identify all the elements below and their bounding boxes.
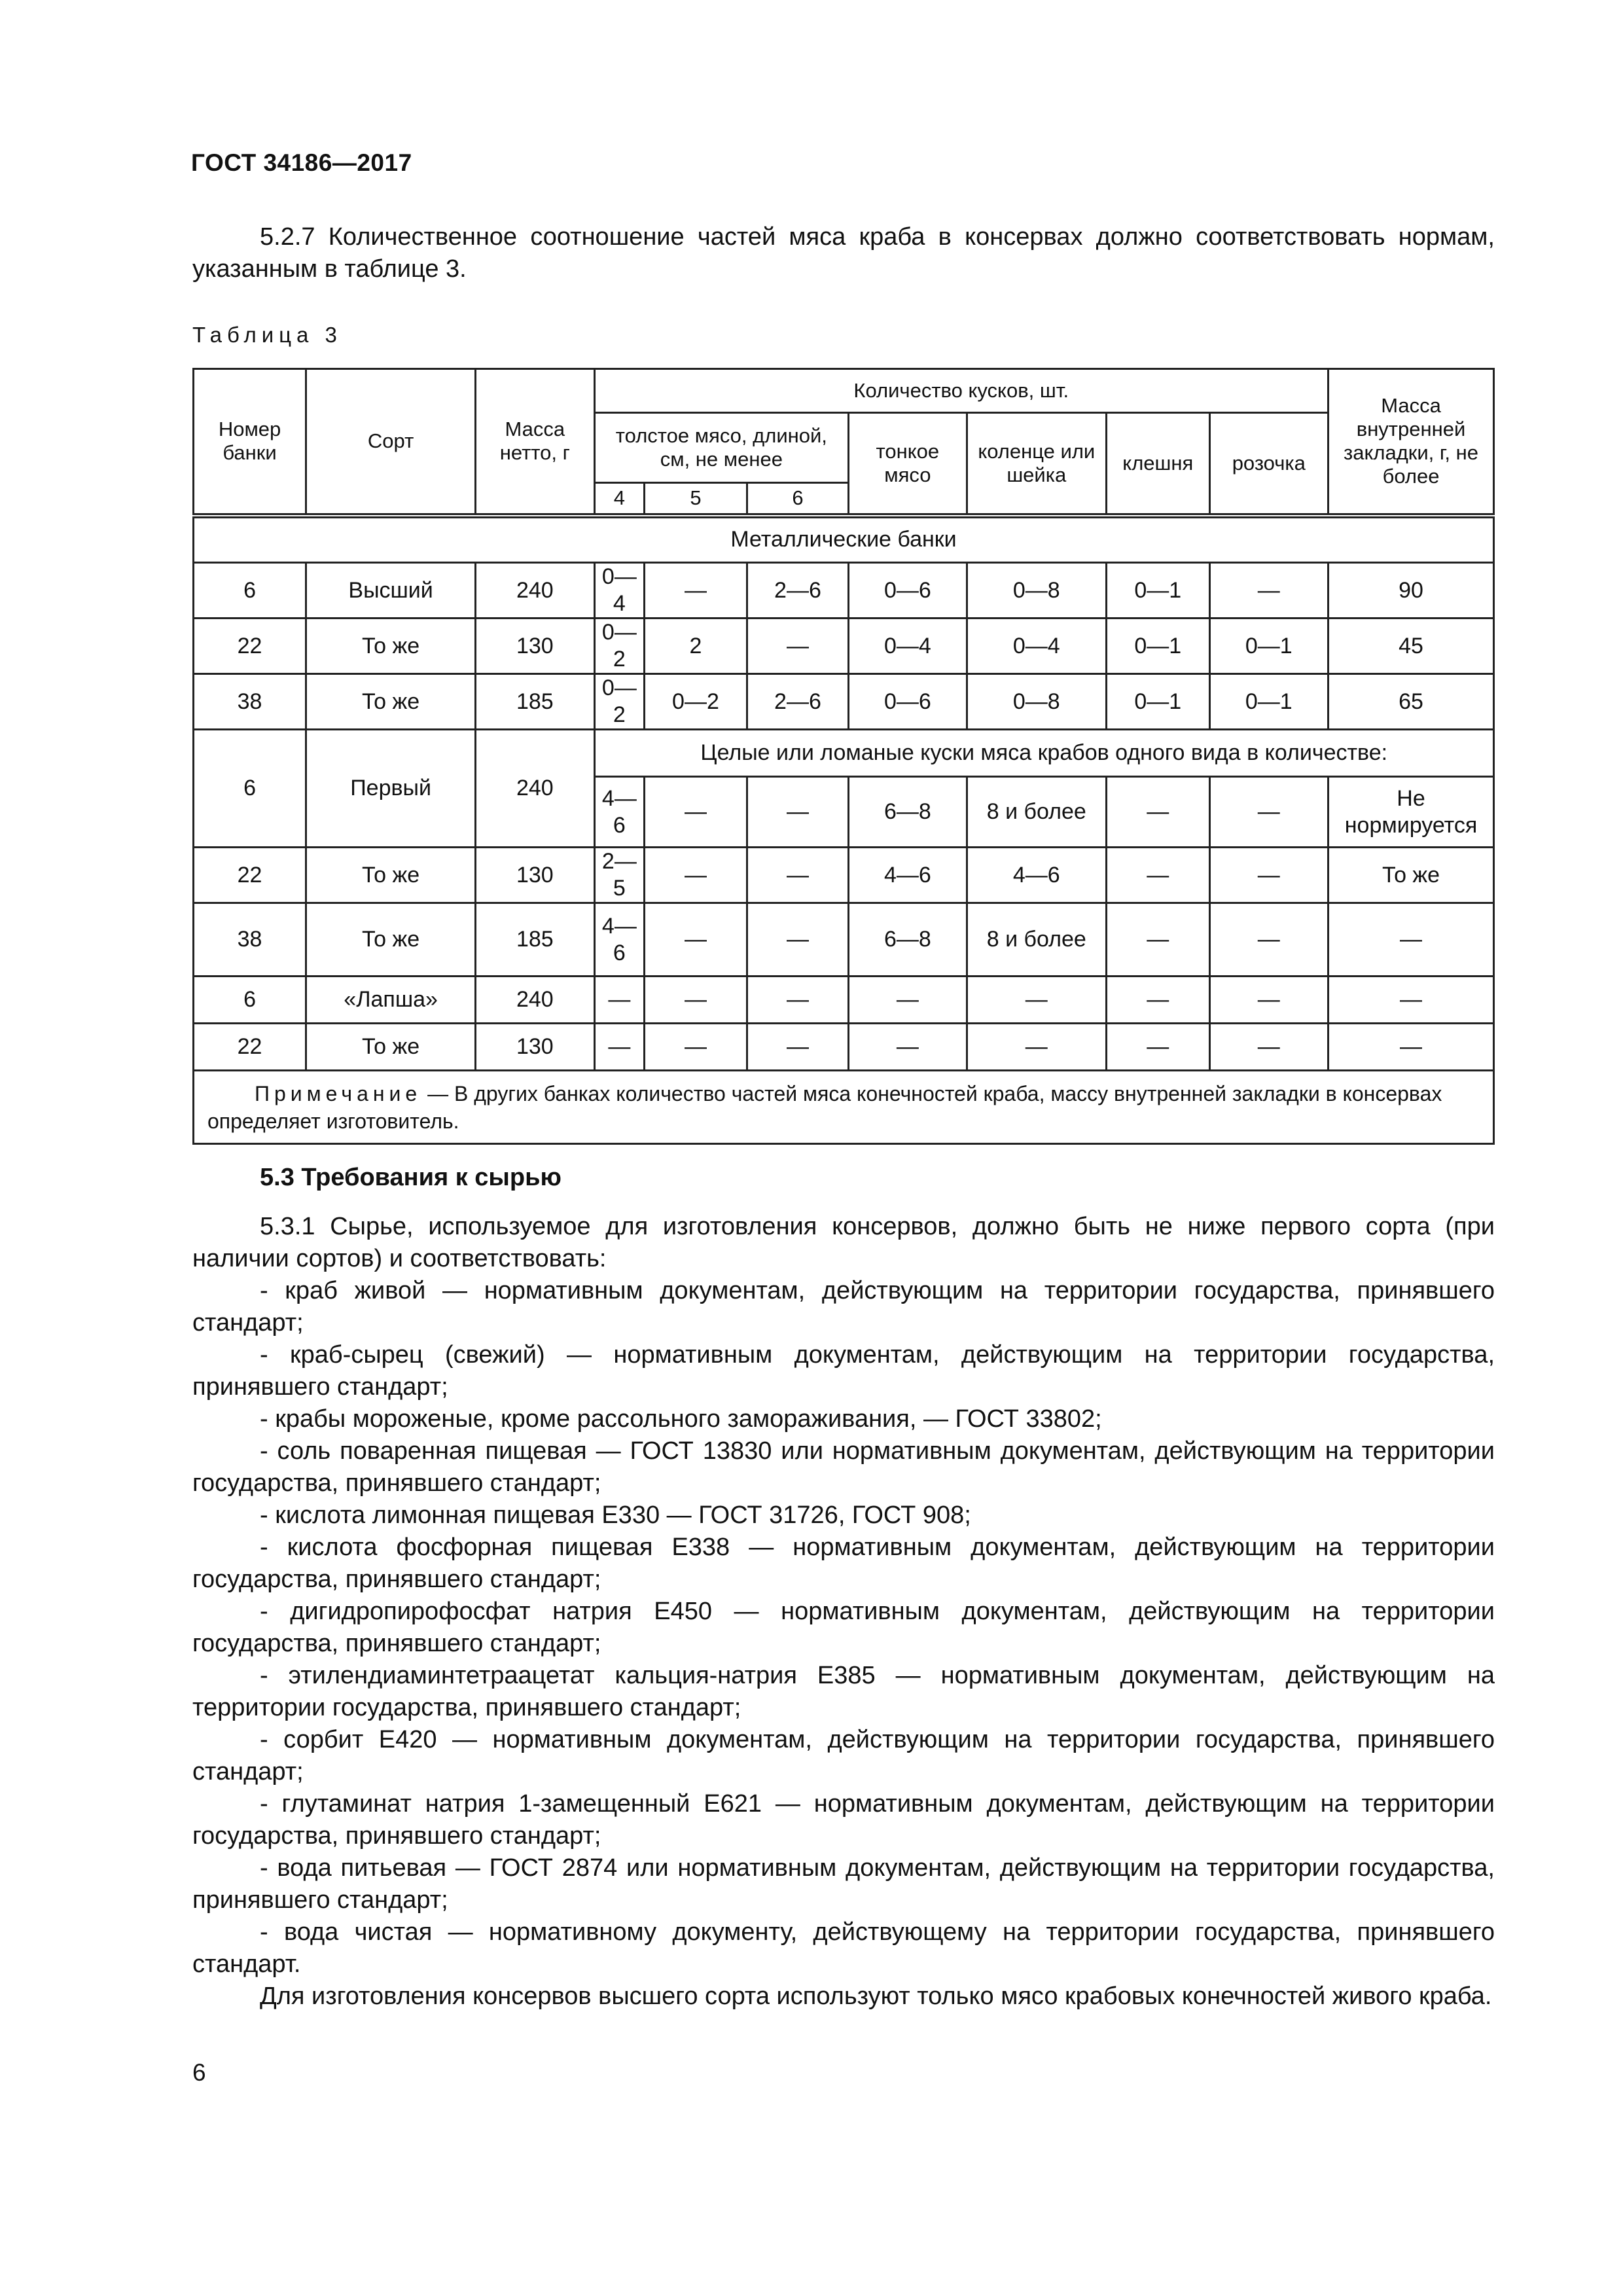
table-note — [194, 1071, 1494, 1144]
first-grade-span-text: Целые или ломаные куски мяса крабов одного вида в количестве: — [594, 730, 1493, 777]
section-paragraph: 5.3.1 Сырье, используемое для изготовления консервов, должно быть не ниже первого сорта (при наличии сортов) и соответствовать: — [192, 1213, 1495, 1272]
list-item: - кислота лимонная пищевая Е330 — ГОСТ 31726, ГОСТ 908; — [260, 1501, 971, 1529]
table-row: 6 Высший 240 0—4 — 2—6 0—6 0—8 0—1 — 90 — [194, 563, 1494, 619]
list-item: - краб живой — нормативным документам, действующим на территории государства, принявшего стандарт; — [192, 1277, 1495, 1336]
list-item: - крабы мороженые, кроме рассольного замораживания, — ГОСТ 33802; — [260, 1405, 1102, 1433]
first-grade-can: 6 — [194, 730, 306, 848]
table-row: 22 То же 130 2—5 — — 4—6 4—6 — — То же — [194, 848, 1494, 903]
header-inner-filling: Масса внутренней закладки, г, не более — [1329, 369, 1494, 516]
page-number: 6 — [192, 2059, 206, 2086]
requirements-list — [192, 1211, 1495, 2013]
header-thick-6: 6 — [747, 483, 848, 516]
list-item: - соль поваренная пищевая — ГОСТ 13830 или нормативным документам, действующим на территории государства, принявшего стандарт; — [192, 1437, 1495, 1497]
list-item: - глутаминат натрия 1-замещенный Е621 — нормативным документам, действующим на территории государства, принявшего стандарт; — [192, 1790, 1495, 1850]
list-item: - сорбит Е420 — нормативным документам, действующим на территории государства, принявшего стандарт; — [192, 1726, 1495, 1785]
header-thick-meat: толстое мясо, длиной, см, не менее — [594, 413, 849, 483]
note-label: Примечание — [255, 1081, 422, 1105]
table-row: 38 То же 185 0—2 0—2 2—6 0—6 0—8 0—1 0—1 65 — [194, 674, 1494, 730]
list-item: - вода питьевая — ГОСТ 2874 или нормативным документам, действующим на территории государства, принявшего стандарт; — [192, 1854, 1495, 1914]
first-grade-mass: 240 — [476, 730, 594, 848]
document-code: ГОСТ 34186—2017 — [191, 149, 412, 176]
table-row: 38 То же 185 4—6 — — 6—8 8 и более — — — — [194, 903, 1494, 977]
list-item: - этилендиаминтетраацетат кальция-натрия Е385 — нормативным документам, действующим на территории государства, принявшего стандарт; — [192, 1662, 1495, 1721]
header-claw: клешня — [1107, 413, 1210, 516]
header-rosette: розочка — [1209, 413, 1328, 516]
header-can-number: Номер банки — [194, 369, 306, 516]
header-thin-meat: тонкое мясо — [849, 413, 967, 516]
section-metal-cans: Металлические банки — [194, 516, 1494, 563]
table-caption: Таблица 3 — [192, 323, 342, 347]
section-title: 5.3 Требования к сырью — [260, 1164, 562, 1191]
first-grade-grade: Первый — [306, 730, 476, 848]
header-thick-4: 4 — [594, 483, 645, 516]
composition-table — [192, 368, 1495, 1145]
note-text: — В других банках количество частей мяса конечностей краба, массу внутренней закладки в консервах определяет изготовитель. — [207, 1081, 1442, 1133]
list-item: - краб-сырец (свежий) — нормативным документам, действующим на территории государства, принявшего стандарт; — [192, 1341, 1495, 1401]
list-item: - вода чистая — нормативному документу, действующему на территории государства, принявшего стандарт. — [192, 1918, 1495, 1978]
header-thick-5: 5 — [645, 483, 747, 516]
table-row: 6 «Лапша» 240 — — — — — — — — — [194, 977, 1494, 1024]
intro-paragraph: 5.2.7 Количественное соотношение частей мяса краба в консервах должно соответствовать нормам, указанным в таблице 3. — [192, 223, 1495, 283]
table-row: 22 То же 130 0—2 2 — 0—4 0—4 0—1 0—1 45 — [194, 619, 1494, 674]
list-item: - дигидропирофосфат натрия Е450 — нормативным документам, действующим на территории государства, принявшего стандарт; — [192, 1598, 1495, 1657]
closing-paragraph: Для изготовления консервов высшего сорта используют только мясо крабовых конечностей живого краба. — [260, 1982, 1492, 2010]
list-item: - кислота фосфорная пищевая Е338 — нормативным документам, действующим на территории государства, принявшего стандарт; — [192, 1534, 1495, 1593]
table-row: 4—6 — — 6—8 8 и более — — Не нормируется — [194, 777, 1494, 848]
header-pieces-count: Количество кусков, шт. — [594, 369, 1329, 413]
header-net-mass: Масса нетто, г — [476, 369, 594, 516]
header-ring-or-neck: коленце или шейка — [967, 413, 1107, 516]
header-grade: Сорт — [306, 369, 476, 516]
table-row: 22 То же 130 — — — — — — — — — [194, 1024, 1494, 1071]
